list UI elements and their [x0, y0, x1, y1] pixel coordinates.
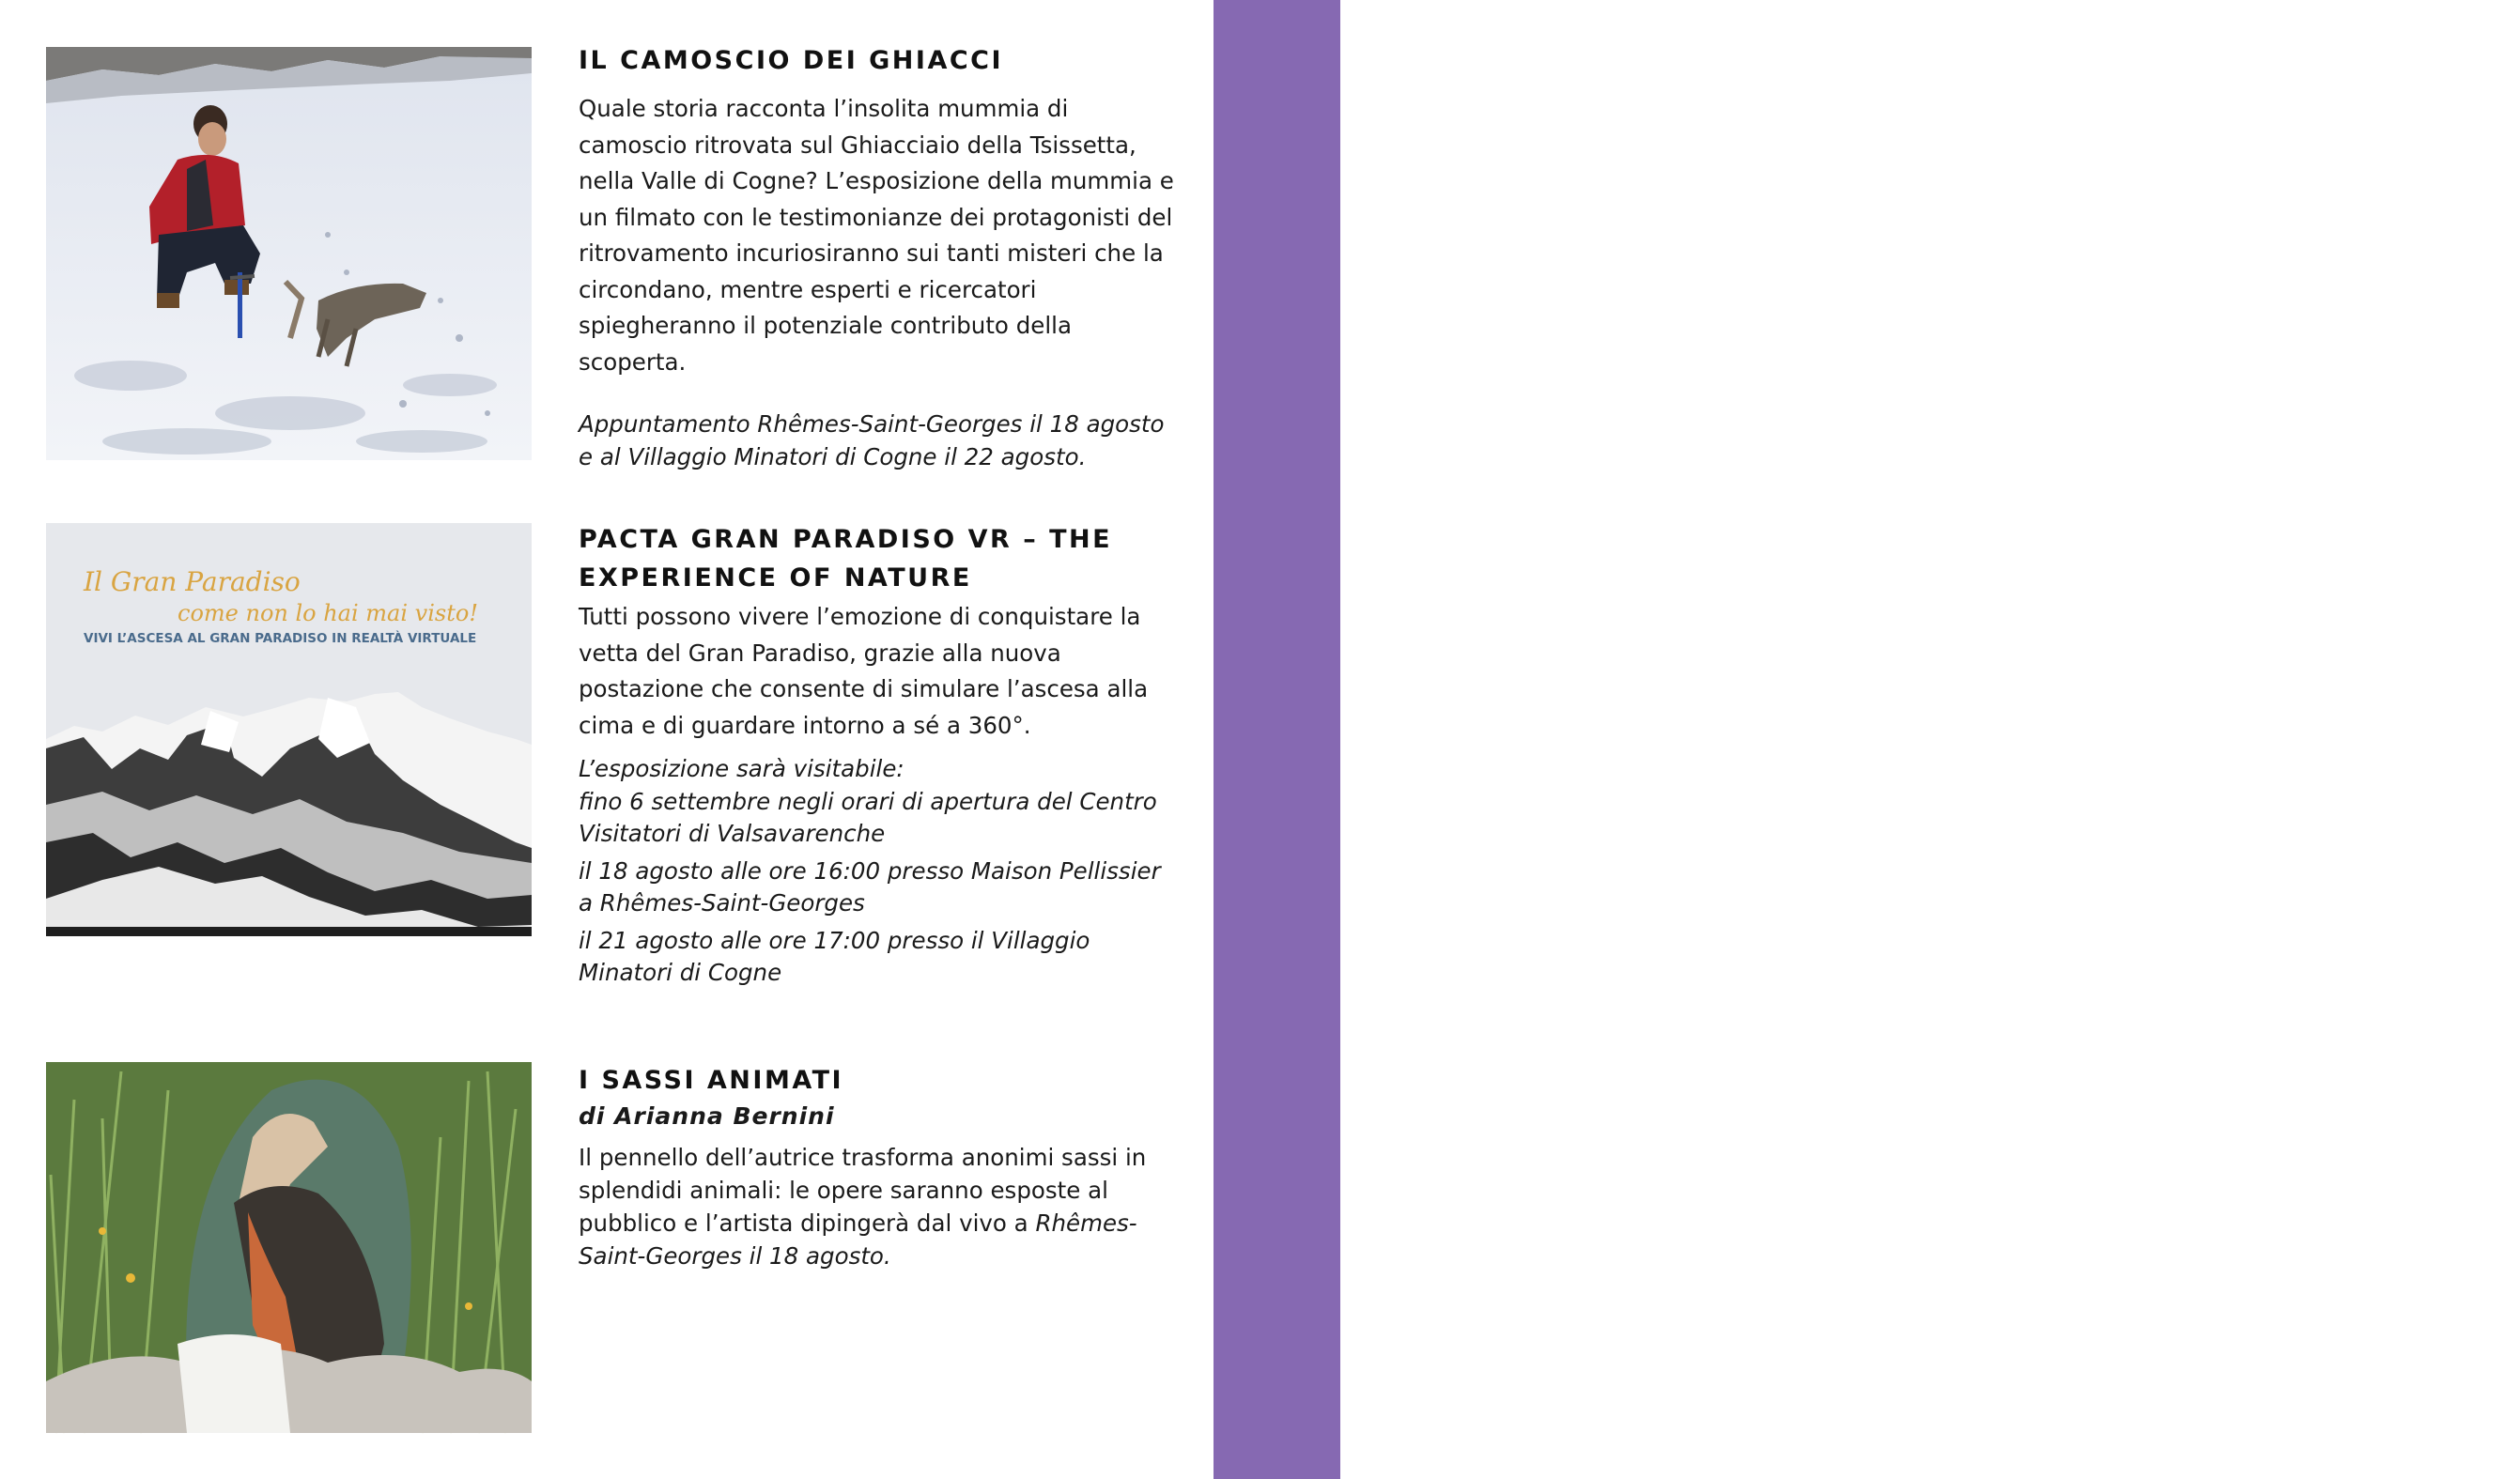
section-camoscio	[579, 41, 1180, 473]
section-body	[579, 1141, 1180, 1272]
poster-script-line1: Il Gran Paradiso	[84, 566, 301, 597]
photo-chamois-glacier	[46, 47, 532, 460]
section-notes	[579, 753, 1180, 990]
section-body: Quale storia racconta l’insolita mummia di camoscio ritrovata sul Ghiacciaio della Tsissetta, nella Valle di Cogne? L’esposizione della mummia e un filmato con le testimonianze dei protagonisti del ritrovamento incuriosiranno sui tanti misteri che la circondano, mentre esperti e ricercatori spiegheranno il potenziale contributo della scoperta.	[579, 95, 1174, 376]
poster-gran-paradiso-vr	[46, 523, 532, 936]
side-label: GPFF IN MOSTRA	[2466, 468, 2520, 997]
section-author: di Arianna Bernini	[579, 1102, 835, 1130]
section-vr	[579, 520, 1180, 990]
note-line: L’esposizione sarà visitabile:	[579, 755, 904, 782]
section-note: Appuntamento Rhêmes-Saint-Georges il 18 agosto e al Villaggio Minatori di Cogne il 22 agosto.	[579, 410, 1165, 470]
body-italic: Rhêmes-Saint-Georges il 18 agosto.	[579, 1209, 1137, 1270]
section-sassi-animati	[579, 1061, 1180, 1272]
note-line: il 18 agosto alle ore 16:00 presso Maison Pellissier a Rhêmes-Saint-Georges	[579, 856, 1161, 917]
section-body: Tutti possono vivere l’emozione di conquistare la vetta del Gran Paradiso, grazie alla nuova postazione che consente di simulare l’ascesa alla cima e di guardare intorno a sé a 360°.	[579, 603, 1149, 739]
photo-painted-stone	[46, 1062, 532, 1433]
note-line: il 21 agosto alle ore 17:00 presso il Villaggio Minatori di Cogne	[579, 926, 1090, 986]
section-title: IL CAMOSCIO DEI GHIACCI	[579, 46, 1004, 75]
poster-script-line2: come non lo hai mai visto!	[178, 600, 478, 626]
section-title: PACTA GRAN PARADISO VR – THE EXPERIENCE OF NATURE	[579, 525, 1113, 593]
poster-caption: VIVI L’ASCESA AL GRAN PARADISO IN REALTÀ VIRTUALE	[84, 631, 477, 646]
section-title: I SASSI ANIMATI	[579, 1066, 844, 1095]
side-band	[1214, 0, 2520, 1479]
note-line: fino 6 settembre negli orari di apertura del Centro Visitatori di Valsavarenche	[579, 787, 1157, 847]
body-plain: Il pennello dell’autrice trasforma anonimi sassi in splendidi animali: le opere saranno esposte al pubblico e l’artista dipingerà dal vivo a	[579, 1144, 1147, 1237]
